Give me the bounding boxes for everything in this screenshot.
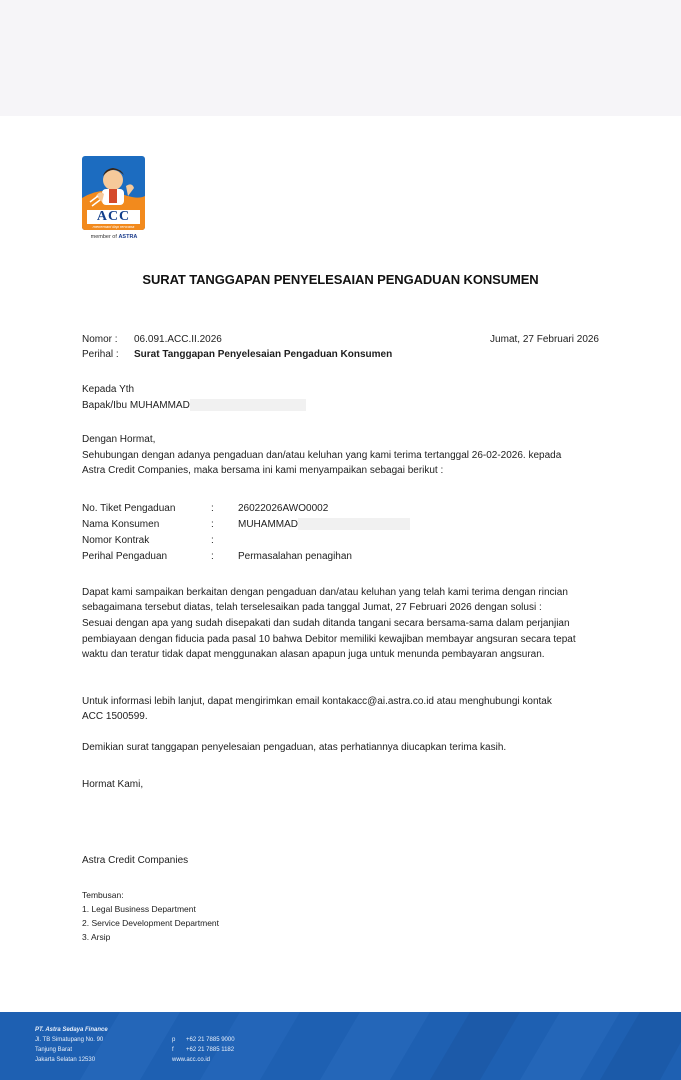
acc-logo [82, 156, 146, 246]
footer-fax: +62 21 7885 1182 [186, 1047, 235, 1053]
redaction-bar [298, 518, 410, 530]
customer-name: MUHAMMAD [238, 519, 298, 530]
perihal-value: Surat Tanggapan Penyelesaian Pengaduan Konsumen [134, 349, 393, 360]
detail-sep: : [211, 503, 214, 514]
logo-member-brand: ASTRA [118, 234, 138, 240]
resolution-line: waktu dan teratur tidak dapat menggunakan alasan apapun juga untuk menunda pembayaran angsuran. [82, 649, 545, 660]
redaction-bar [190, 399, 306, 411]
footer-address: Tanjung Barat [35, 1047, 73, 1053]
footer-address: Jl. TB Simatupang No. 90 [35, 1037, 104, 1043]
detail-label: Nomor Kontrak [82, 535, 150, 546]
footer-company: PT. Astra Sedaya Finance [35, 1027, 108, 1033]
detail-value-subject: Permasalahan penagihan [238, 551, 352, 562]
resolution-line: pembiayaan dengan fiducia pada pasal 10 bahwa Debitor memiliki kewajiban membayar angsuran secara tepat [82, 634, 576, 645]
logo-member-prefix: member of [90, 234, 117, 240]
recipient-line2 [82, 398, 306, 413]
info-line-1: Untuk informasi lebih lanjut, dapat mengirimkan email kontakacc@ai.astra.co.id atau menghubungi kontak [82, 696, 552, 707]
intro-line-1: Sehubungan dengan adanya pengaduan dan/atau keluhan yang kami terima tertanggal 26-02-2026. kepada [82, 450, 562, 461]
logo-member-line [82, 234, 146, 240]
closing-text: Demikian surat tanggapan penyelesaian pengaduan, atas perhatiannya diucapkan terima kasih. [82, 742, 507, 753]
greeting: Dengan Hormat, [82, 434, 156, 445]
logo-brand: ACC [87, 210, 140, 224]
info-line-2: ACC 1500599. [82, 711, 148, 722]
recipient-line1: Kepada Yth [82, 384, 135, 395]
detail-value-name [238, 517, 410, 532]
cc-item: 3. Arsip [82, 932, 111, 942]
cc-item: 1. Legal Business Department [82, 904, 196, 914]
footer-website: www.acc.co.id [172, 1057, 211, 1063]
fax-icon: f [172, 1047, 174, 1053]
resolution-line: Sesuai dengan apa yang sudah disepakati dan sudah ditanda tangani secara bersama-sama dalam perjanjian [82, 618, 570, 629]
detail-label: Nama Konsumen [82, 519, 160, 530]
resolution-line: sebagaimana tersebut diatas, telah terselesaikan pada tanggal Jumat, 27 Februari 2026 dengan solusi : [82, 602, 542, 613]
letter-date: Jumat, 27 Februari 2026 [490, 334, 599, 345]
letter-title: SURAT TANGGAPAN PENYELESAIAN PENGADUAN KONSUMEN [142, 272, 539, 287]
signature: Astra Credit Companies [82, 855, 189, 866]
detail-value-ticket: 26022026AWO0002 [238, 503, 329, 514]
footer-phone: +62 21 7885 9000 [186, 1037, 235, 1043]
logo-tagline: menemani tiap rencana [92, 224, 135, 229]
detail-sep: : [211, 519, 214, 530]
nomor-value: 06.091.ACC.II.2026 [134, 334, 222, 345]
recipient-name: Bapak/Ibu MUHAMMAD [82, 400, 190, 411]
cc-label: Tembusan: [82, 890, 124, 900]
letterhead-footer [0, 1012, 681, 1080]
footer-stripes [0, 1012, 681, 1080]
cc-item: 2. Service Development Department [82, 918, 220, 928]
signoff: Hormat Kami, [82, 779, 144, 790]
detail-label: Perihal Pengaduan [82, 551, 168, 562]
footer-address: Jakarta Selatan 12530 [35, 1057, 96, 1063]
resolution-line: Dapat kami sampaikan berkaitan dengan pengaduan dan/atau keluhan yang telah kami terima dengan rincian [82, 587, 568, 598]
nomor-label: Nomor : [82, 334, 118, 345]
detail-sep: : [211, 551, 214, 562]
top-band [0, 0, 681, 116]
detail-label: No. Tiket Pengaduan [82, 503, 176, 514]
phone-icon: p [172, 1037, 176, 1043]
intro-line-2: Astra Credit Companies, maka bersama ini kami menyampaikan sebagai berikut : [82, 465, 444, 476]
perihal-label: Perihal : [82, 349, 119, 360]
acc-logo-badge [82, 156, 145, 230]
detail-sep: : [211, 535, 214, 546]
